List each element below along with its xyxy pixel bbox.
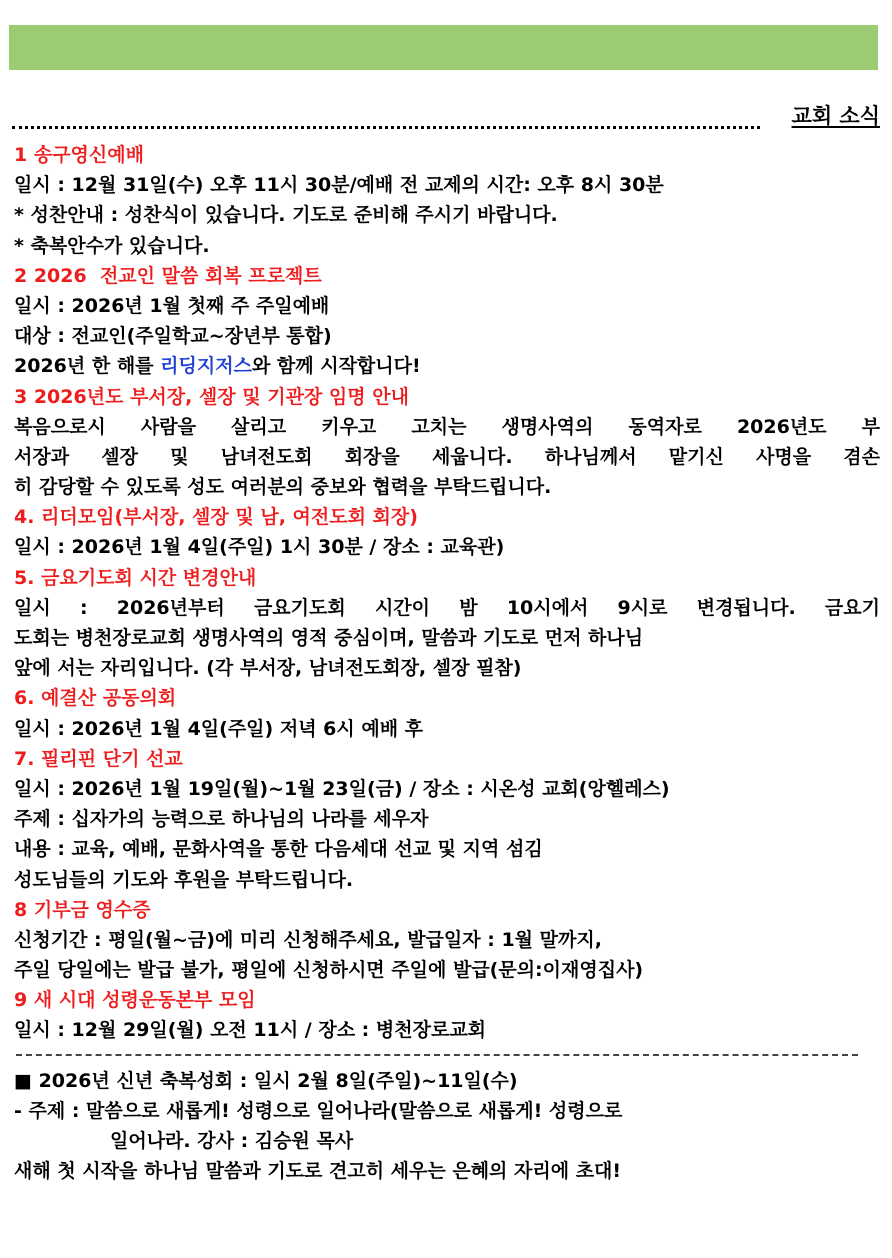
item-text: 일시 : 2026년 1월 첫째 주 주일예배 xyxy=(14,294,330,317)
item-heading: 9 새 시대 성령운동본부 모임 xyxy=(14,989,256,1012)
footer-event-title: ■ 2026년 신년 축복성회 : 일시 2월 8일(주일)~11일(수) xyxy=(14,1069,518,1092)
page-title: 교회 소식 xyxy=(791,104,880,128)
item-heading: 3 2026년도 부서장, 셀장 및 기관장 임명 안내 xyxy=(14,385,409,408)
item-text-pre: 2026년 한 해를 xyxy=(14,355,161,378)
news-list xyxy=(14,140,880,1186)
item-text: 일시 : 12월 31일(수) 오후 11시 30분/예배 전 교제의 시간: 오후 8시 30분 xyxy=(14,174,664,197)
item-text-post: 와 함께 시작합니다! xyxy=(251,355,421,378)
item-heading: 8 기부금 영수증 xyxy=(14,898,151,921)
footer-speaker: 일어나라. 강사 : 김승원 목사 xyxy=(110,1130,354,1152)
footer-invitation: 새해 첫 시작을 하나님 말씀과 기도로 견고히 세우는 은혜의 자리에 초대! xyxy=(14,1160,622,1183)
item-text: 서장과 셀장 및 남녀전도회 회장을 세웁니다. 하나님께서 맡기신 사명을 겸손 xyxy=(14,445,880,468)
item-text: * 성찬안내 : 성찬식이 있습니다. 기도로 준비해 주시기 바랍니다. xyxy=(14,204,558,227)
dotted-divider xyxy=(12,126,760,129)
item-text: 주제 : 십자가의 능력으로 하나님의 나라를 세우자 xyxy=(14,808,429,831)
item-text: 주일 당일에는 발급 불가, 평일에 신청하시면 주일에 발급(문의:이재영집사) xyxy=(14,959,644,982)
item-text: 신청기간 : 평일(월~금)에 미리 신청해주세요, 발급일자 : 1월 말까지, xyxy=(14,928,602,951)
item-text: 복음으로시 사람을 살리고 키우고 고치는 생명사역의 동역자로 2026년도 부 xyxy=(14,415,880,438)
footer-theme: - 주제 : 말씀으로 새롭게! 성령으로 일어나라(말씀으로 새롭게! 성령으로 xyxy=(14,1099,623,1122)
header-banner xyxy=(9,25,878,70)
item-text xyxy=(14,351,880,381)
item-heading: 6. 예결산 공동의회 xyxy=(14,687,177,710)
item-text: 일시 : 2026년 1월 4일(주일) 저녁 6시 예배 후 xyxy=(14,717,424,740)
item-text: 일시 : 12월 29일(월) 오전 11시 / 장소 : 병천장로교회 xyxy=(14,1019,487,1042)
reading-jesus-link[interactable]: 리딩지저스 xyxy=(160,355,252,378)
item-text: 도회는 병천장로교회 생명사역의 영적 중심이며, 말씀과 기도로 먼저 하나님 xyxy=(14,627,644,649)
item-text: * 축복안수가 있습니다. xyxy=(14,234,210,257)
item-text: 성도님들의 기도와 후원을 부탁드립니다. xyxy=(14,868,354,891)
item-text: 일시 : 2026년 1월 4일(주일) 1시 30분 / 장소 : 교육관) xyxy=(14,536,505,559)
item-heading: 4. 리더모임(부서장, 셀장 및 남, 여전도회 회장) xyxy=(14,506,418,529)
item-heading: 1 송구영신예배 xyxy=(14,144,144,166)
item-text: 히 감당할 수 있도록 성도 여러분의 중보와 협력을 부탁드립니다. xyxy=(14,476,552,499)
item-text: 앞에 서는 자리입니다. (각 부서장, 남녀전도회장, 셀장 필참) xyxy=(14,657,522,680)
item-text: 일시 : 2026년 1월 19일(월)~1월 23일(금) / 장소 : 시온성 교회(앙헬레스) xyxy=(14,777,670,800)
item-heading: 7. 필리핀 단기 선교 xyxy=(14,747,183,770)
item-text: 일시 : 2026년부터 금요기도회 시간이 밤 10시에서 9시로 변경됩니다. 금요기 xyxy=(14,596,880,619)
item-heading: 5. 금요기도회 시간 변경안내 xyxy=(14,566,257,589)
item-heading: 2 2026 전교인 말씀 회복 프로젝트 xyxy=(14,264,322,287)
item-text: 내용 : 교육, 예배, 문화사역을 통한 다음세대 선교 및 지역 섬김 xyxy=(14,838,543,861)
dashed-divider xyxy=(14,1046,880,1066)
item-text: 대상 : 전교인(주일학교~장년부 통합) xyxy=(14,325,332,348)
